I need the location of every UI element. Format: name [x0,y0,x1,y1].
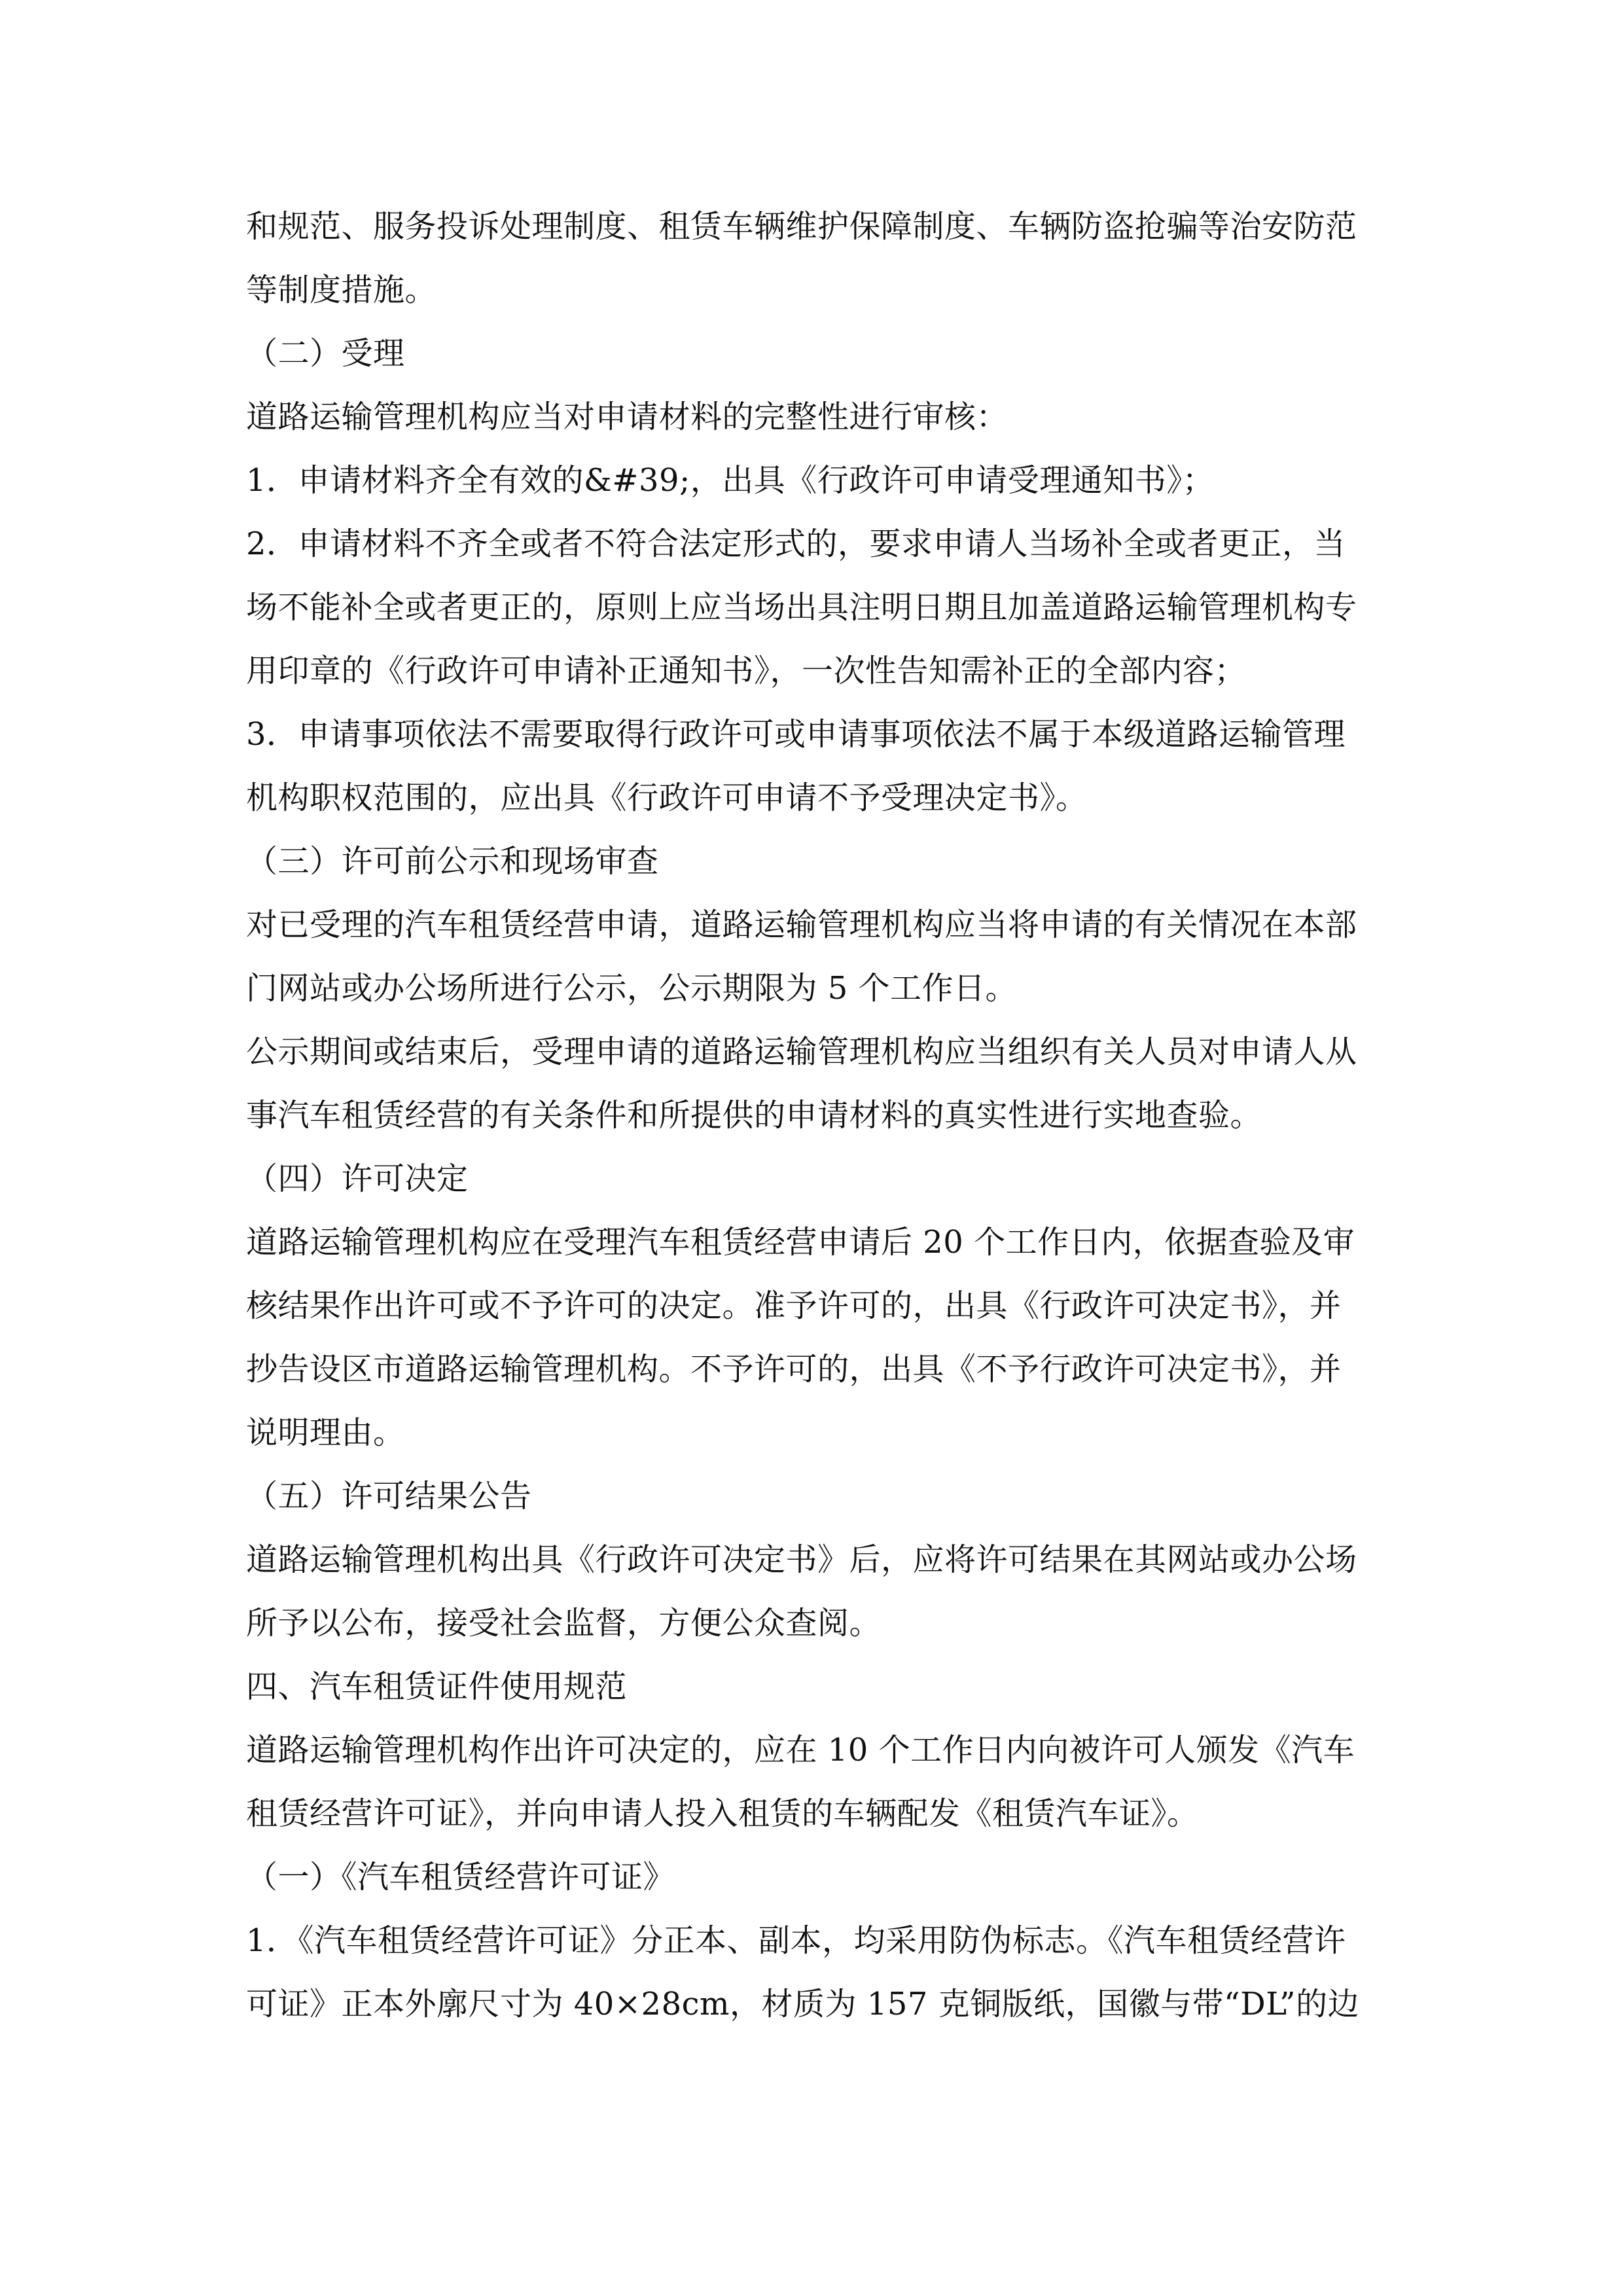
text-line: 机构职权范围的，应出具《行政许可申请不予受理决定书》。 [246,780,1088,816]
section-heading: （三）许可前公示和现场审查 [246,843,659,880]
list-item: 2．申请材料不齐全或者不符合法定形式的，要求申请人当场补全或者更正，当 [246,526,1346,562]
text-line: 所予以公布，接受社会监督，方便公众查阅。 [246,1605,882,1641]
text-line: 公示期间或结束后，受理申请的道路运输管理机构应当组织有关人员对申请人从 [246,1033,1357,1070]
section-heading: （一）《汽车租赁经营许可证》 [246,1859,675,1895]
section-heading: （二）受理 [246,335,405,372]
text-line: 道路运输管理机构出具《行政许可决定书》后，应将许可结果在其网站或办公场 [246,1541,1357,1578]
list-item: 1．《汽车租赁经营许可证》分正本、副本，均采用防伪标志。《汽车租赁经营许 [246,1922,1346,1959]
list-item: 1．申请材料齐全有效的&#39;，出具《行政许可申请受理通知书》； [246,462,1215,499]
text-line: 事汽车租赁经营的有关条件和所提供的申请材料的真实性进行实地查验。 [246,1097,1262,1134]
text-line: 对已受理的汽车租赁经营申请，道路运输管理机构应当将申请的有关情况在本部 [246,906,1357,943]
section-heading: （五）许可结果公告 [246,1478,532,1515]
text-line: 可证》正本外廓尺寸为 40×28cm，材质为 157 克铜版纸，国徽与带“DL”的边 [246,1986,1360,2022]
text-line: 说明理由。 [246,1414,405,1451]
text-line: 用印章的《行政许可申请补正通知书》，一次性告知需补正的全部内容； [246,653,1247,689]
text-line: 核结果作出许可或不予许可的决定。准予许可的，出具《行政许可决定书》，并 [246,1287,1342,1324]
text-line: 道路运输管理机构应在受理汽车租赁经营申请后 20 个工作日内，依据查验及审 [246,1224,1355,1261]
document-body [246,195,1378,2036]
text-line: 道路运输管理机构应当对申请材料的完整性进行审核： [246,399,1008,435]
text-line: 门网站或办公场所进行公示，公示期限为 5 个工作日。 [246,970,1018,1007]
text-line: 等制度措施。 [246,272,437,308]
list-item: 3．申请事项依法不需要取得行政许可或申请事项依法不属于本级道路运输管理 [246,716,1346,753]
section-heading: （四）许可决定 [246,1160,469,1197]
text-line: 和规范、服务投诉处理制度、租赁车辆维护保障制度、车辆防盗抢骗等治安防范 [246,208,1357,245]
text-line: 抄告设区市道路运输管理机构。不予许可的，出具《不予行政许可决定书》，并 [246,1351,1342,1388]
text-line: 租赁经营许可证》，并向申请人投入租赁的车辆配发《租赁汽车证》。 [246,1795,1199,1832]
text-line: 道路运输管理机构作出许可决定的，应在 10 个工作日内向被许可人颁发《汽车 [246,1732,1355,1768]
chapter-heading: 四、汽车租赁证件使用规范 [246,1668,628,1705]
text-line: 场不能补全或者更正的，原则上应当场出具注明日期且加盖道路运输管理机构专 [246,589,1357,626]
